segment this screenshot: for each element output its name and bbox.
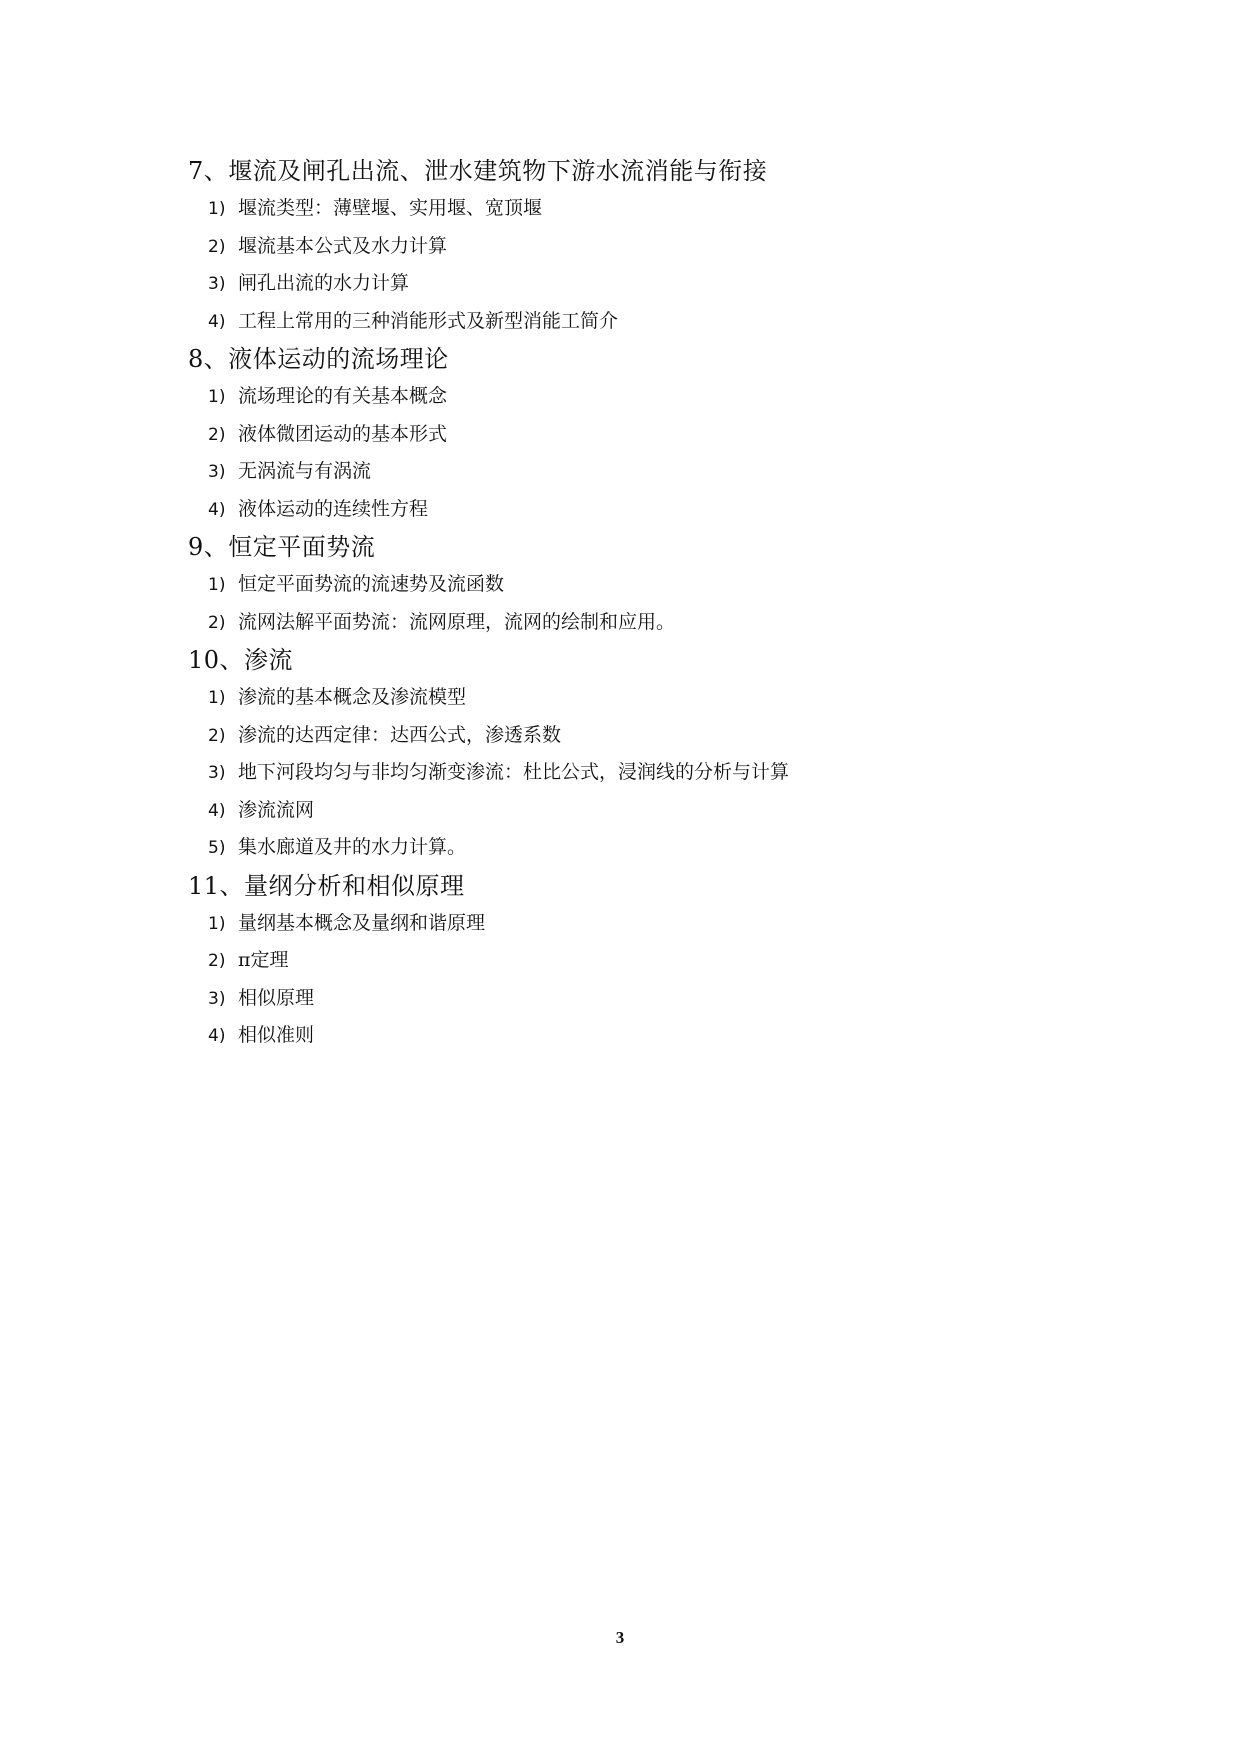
list-item [188, 416, 1148, 454]
list-item [188, 980, 1148, 1018]
list-item [188, 905, 1148, 943]
item-number: 5) [208, 838, 226, 858]
item-number: 2) [208, 424, 226, 445]
item-number: 4) [208, 499, 226, 520]
list-item [188, 228, 1148, 266]
item-number: 3) [208, 763, 226, 783]
section-title: 8、液体运动的流场理论 [188, 345, 449, 373]
item-number: 3) [208, 274, 226, 294]
item-text: 液体运动的连续性方程 [238, 497, 429, 520]
item-text: 地下河段均匀与非均匀渐变渗流：杜比公式，浸润线的分析与计算 [238, 761, 790, 783]
list-item [188, 1017, 1148, 1055]
page-number: 3 [615, 1628, 625, 1647]
item-number: 4) [208, 800, 226, 821]
item-number: 1) [208, 688, 226, 708]
list-item [188, 942, 1148, 980]
item-text: 恒定平面势流的流速势及流函数 [238, 573, 505, 595]
section-9 [188, 528, 1148, 641]
section-7 [188, 152, 1148, 340]
section-title: 10、渗流 [188, 646, 294, 674]
item-text: 工程上常用的三种消能形式及新型消能工简介 [238, 309, 619, 332]
item-text: 渗流的达西定律：达西公式，渗透系数 [238, 723, 562, 746]
item-number: 2) [208, 951, 226, 971]
item-number: 2) [208, 612, 226, 633]
list-item [188, 378, 1148, 416]
item-number: 4) [208, 1026, 226, 1046]
item-text: 渗流流网 [238, 798, 315, 821]
item-text: 闸孔出流的水力计算 [238, 272, 410, 294]
item-number: 1) [208, 387, 226, 407]
item-text: 渗流的基本概念及渗流模型 [238, 686, 467, 708]
list-item [188, 754, 1148, 792]
item-number: 3) [208, 462, 226, 482]
list-item [188, 717, 1148, 755]
list-item [188, 566, 1148, 604]
list-item [188, 491, 1148, 529]
item-text: 相似准则 [238, 1024, 315, 1046]
list-item [188, 792, 1148, 830]
section-8 [188, 340, 1148, 528]
item-number: 4) [208, 311, 226, 332]
item-text: 集水廊道及井的水力计算。 [238, 836, 467, 858]
item-text: 液体微团运动的基本形式 [238, 422, 448, 445]
item-number: 1) [208, 575, 226, 595]
section-11 [188, 867, 1148, 1055]
item-text: 流网法解平面势流：流网原理，流网的绘制和应用。 [238, 610, 676, 633]
item-text: 堰流类型：薄壁堰、实用堰、宽顶堰 [238, 197, 543, 219]
outline-content [188, 152, 1148, 1055]
item-text: 量纲基本概念及量纲和谐原理 [238, 911, 486, 934]
item-text: 无涡流与有涡流 [238, 460, 372, 482]
item-number: 2) [208, 236, 226, 257]
item-number: 1) [208, 913, 226, 934]
list-item [188, 303, 1148, 341]
list-item [188, 829, 1148, 867]
section-10 [188, 641, 1148, 867]
list-item [188, 679, 1148, 717]
section-title: 7、堰流及闸孔出流、泄水建筑物下游水流消能与衔接 [188, 157, 768, 185]
section-title: 11、量纲分析和相似原理 [188, 871, 465, 900]
item-number: 2) [208, 725, 226, 746]
list-item [188, 604, 1148, 642]
item-number: 1) [208, 199, 226, 219]
item-text: π定理 [238, 949, 289, 971]
list-item [188, 453, 1148, 491]
item-text: 堰流基本公式及水力计算 [238, 234, 448, 257]
item-number: 3) [208, 988, 226, 1009]
item-text: 相似原理 [238, 986, 315, 1009]
list-item [188, 265, 1148, 303]
section-title: 9、恒定平面势流 [188, 533, 376, 561]
item-text: 流场理论的有关基本概念 [238, 385, 448, 407]
list-item [188, 190, 1148, 228]
